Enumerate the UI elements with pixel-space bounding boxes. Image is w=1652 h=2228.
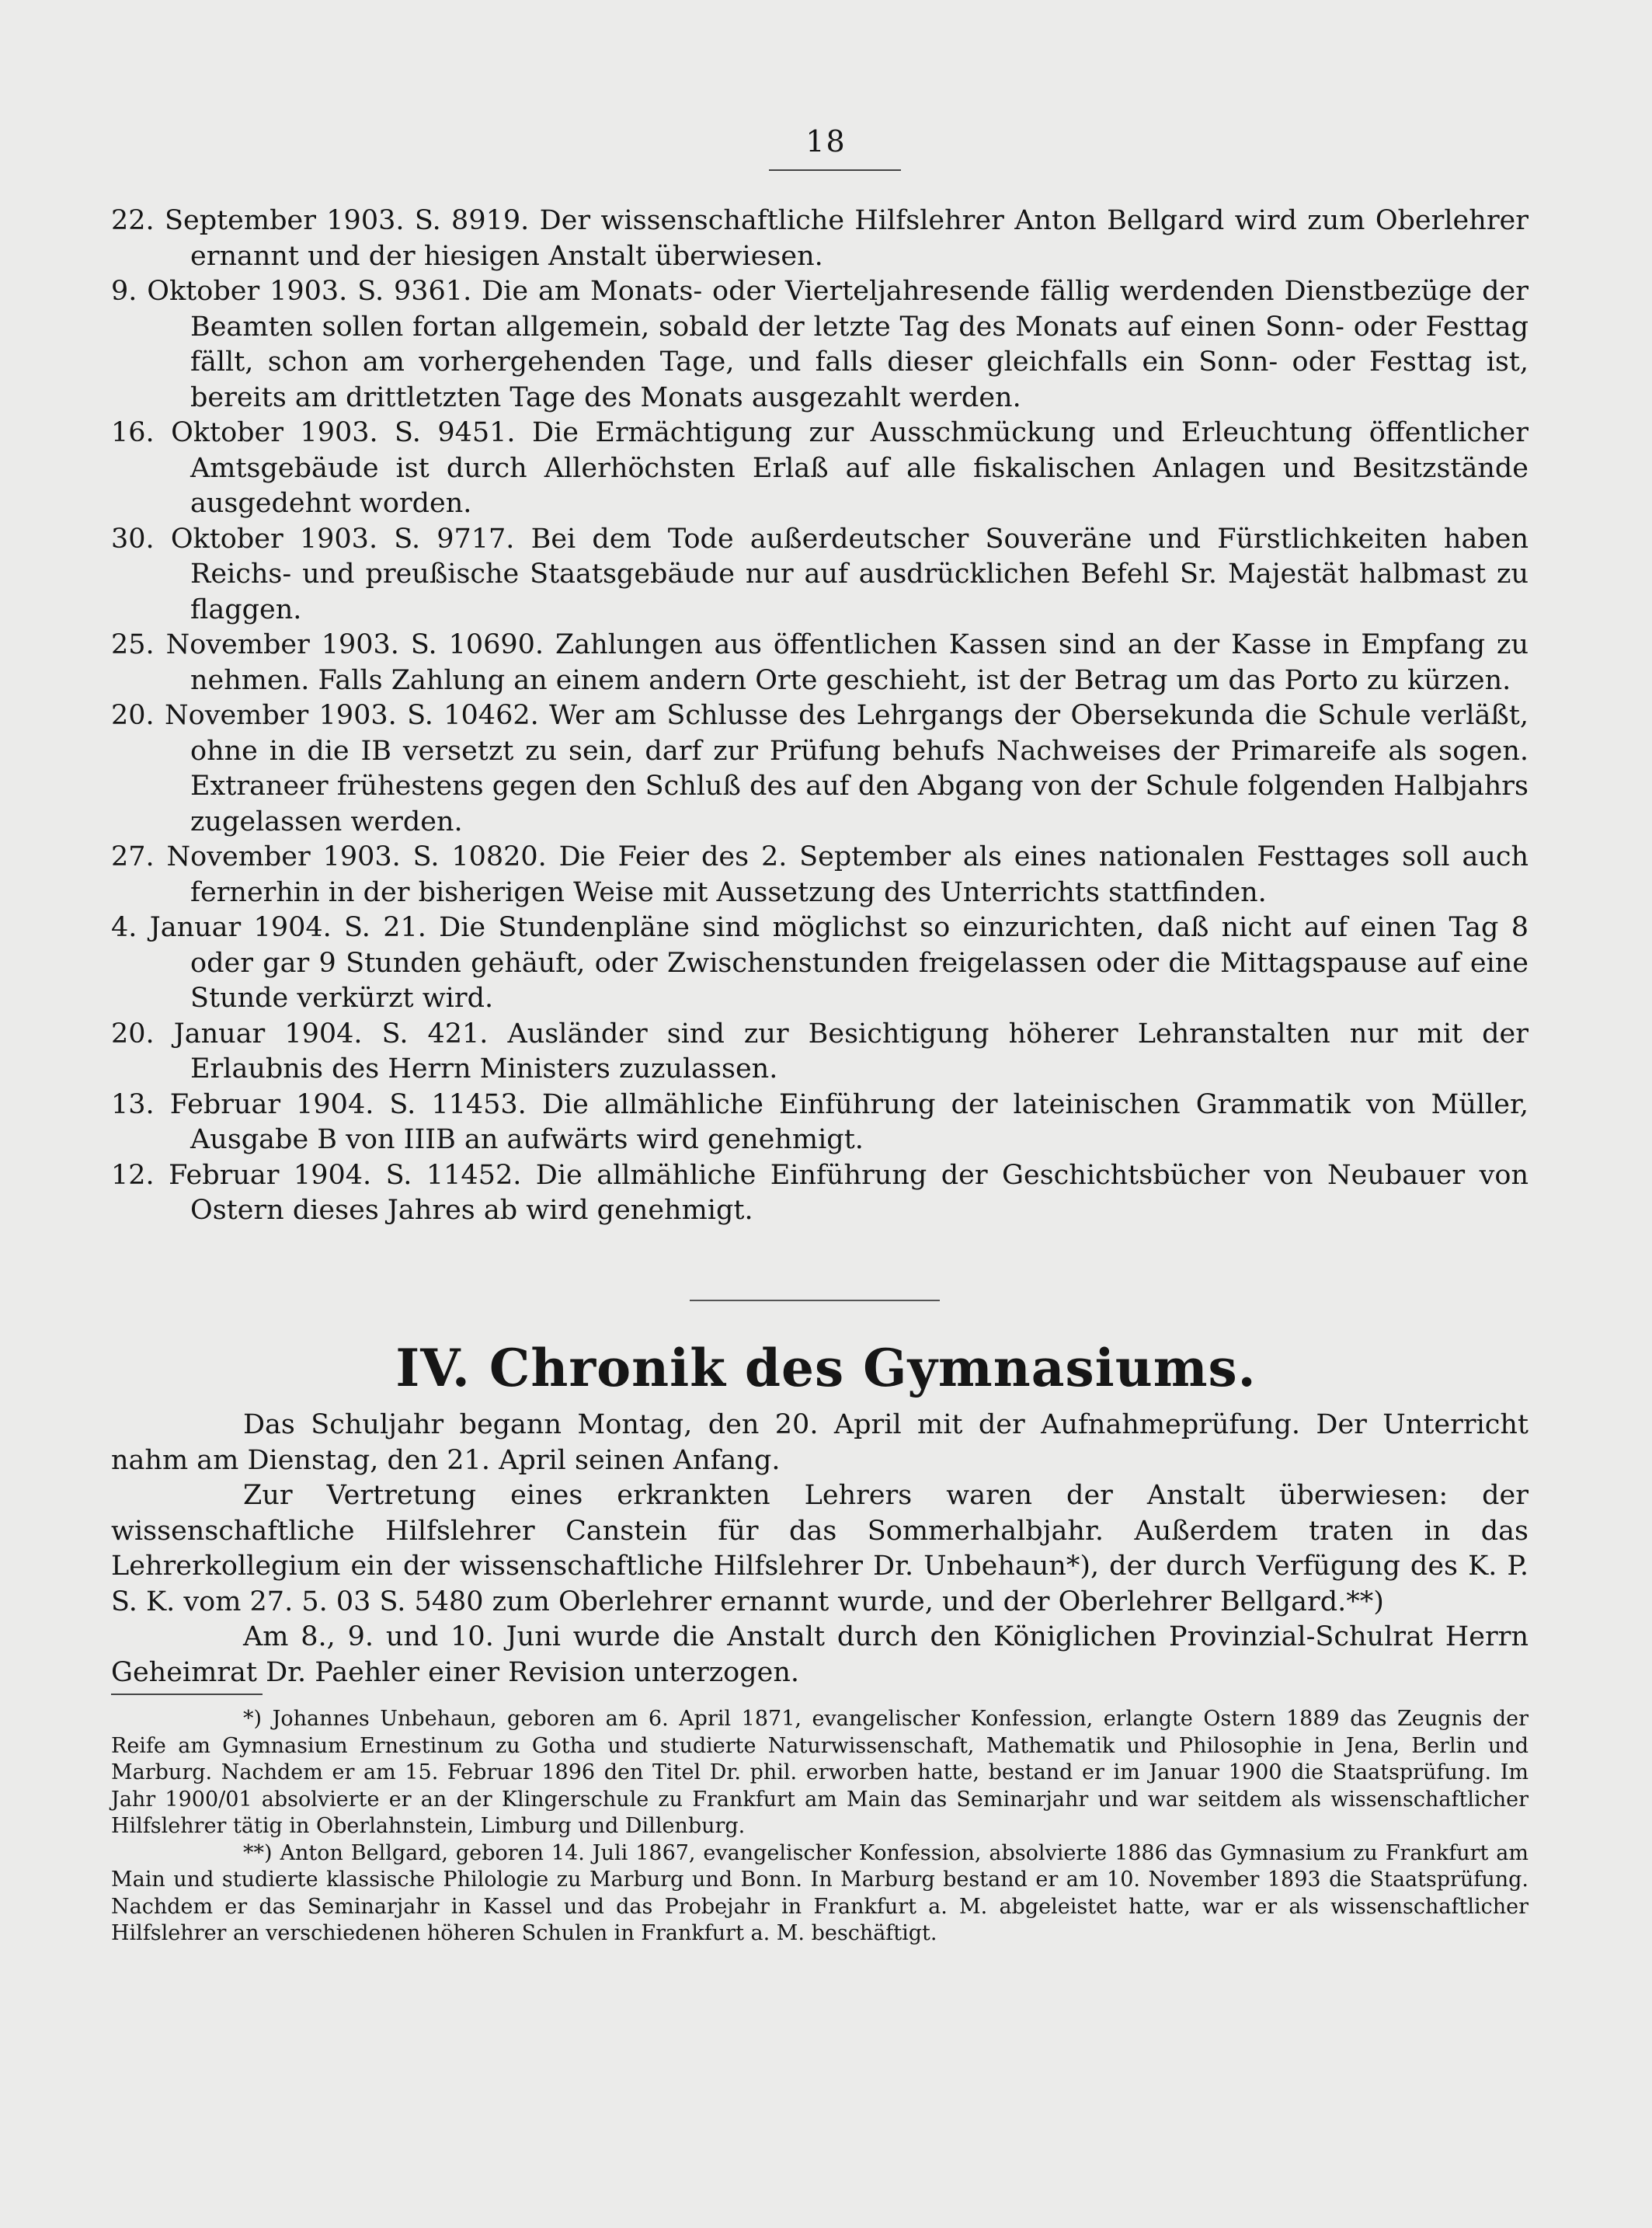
page-number: 18 xyxy=(805,124,847,158)
decree-entry: 13. Februar 1904. S. 11453. Die allmähliche Einführung der lateinischen Grammatik von Müller, Ausgabe B von IIIB an aufwärts wird genehmigt. xyxy=(111,1088,1529,1155)
section-heading: IV. Chronik des Gymnasiums. xyxy=(395,1338,1257,1398)
decree-entry: 12. Februar 1904. S. 11452. Die allmähliche Einführung der Geschichtsbücher von Neubauer von Ostern dieses Jahres ab wird genehmigt. xyxy=(111,1159,1529,1226)
decree-entry: 20. Januar 1904. S. 421. Ausländer sind zur Besichtigung höherer Lehranstalten nur mit der Erlaubnis des Herrn Ministers zuzulassen. xyxy=(111,1018,1529,1084)
footnote-rule xyxy=(111,1694,263,1695)
decree-entry: 30. Oktober 1903. S. 9717. Bei dem Tode außerdeutscher Souveräne und Fürstlichkeiten haben Reichs- und preußische Staatsgebäude nur auf ausdrücklichen Befehl Sr. Majestät halbmast zu flaggen. xyxy=(111,523,1529,625)
decree-entry: 22. September 1903. S. 8919. Der wissenschaftliche Hilfslehrer Anton Bellgard wird zum Oberlehrer ernannt und der hiesigen Anstalt überwiesen. xyxy=(111,205,1529,272)
chronicle-paragraph: Das Schuljahr begann Montag, den 20. April mit der Aufnahmeprüfung. Der Unterricht nahm am Dienstag, den 21. April seinen Anfang. xyxy=(111,1409,1529,1476)
section-divider xyxy=(690,1300,940,1301)
decree-list xyxy=(111,204,1529,1229)
footnote: *) Johannes Unbehaun, geboren am 6. April 1871, evangelischer Konfession, erlangte Ostern 1889 das Zeugnis der Reife am Gymnasium Ernestinum zu Gotha und studierte Naturwissenschaft, Mathematik und Philosophie in Jena, Berlin und Marburg. Nachdem er am 15. Februar 1896 den Titel Dr. phil. erworben hatte, bestand er im Januar 1900 die Staatsprüfung. Im Jahr 1900/01 absolvierte er an der Klingerschule zu Frankfurt am Main das Seminarjahr und war seitdem als wissenschaftlicher Hilfslehrer tätig in Oberlahnstein, Limburg und Dillenburg. xyxy=(111,1707,1529,1838)
chronicle-body xyxy=(111,1408,1529,1690)
footnotes xyxy=(111,1706,1529,1948)
decree-entry: 16. Oktober 1903. S. 9451. Die Ermächtigung zur Ausschmückung und Erleuchtung öffentlicher Amtsgebäude ist durch Allerhöchsten Erlaß auf alle fiskalischen Anlagen und Besitzstände ausgedehnt worden. xyxy=(111,417,1529,519)
page-number-rule xyxy=(769,169,901,171)
decree-entry: 20. November 1903. S. 10462. Wer am Schlusse des Lehrgangs der Obersekunda die Schule verläßt, ohne in die IB versetzt zu sein, darf zur Prüfung behufs Nachweises der Primareife als sogen. Extraneer frühestens gegen den Schluß des auf den Abgang von der Schule folgenden Halbjahrs zugelassen werden. xyxy=(111,700,1529,837)
decree-entry: 9. Oktober 1903. S. 9361. Die am Monats- oder Vierteljahresende fällig werdenden Dienstbezüge der Beamten sollen fortan allgemein, sobald der letzte Tag des Monats auf einen Sonn- oder Festtag fällt, schon am vorhergehenden Tage, und falls dieser gleichfalls ein Sonn- oder Festtag ist, bereits am drittletzten Tage des Monats ausgezahlt werden. xyxy=(111,276,1529,413)
decree-entry: 4. Januar 1904. S. 21. Die Stundenpläne sind möglichst so einzurichten, daß nicht auf einen Tag 8 oder gar 9 Stunden gehäuft, oder Zwischenstunden freigelassen oder die Mittagspause auf eine Stunde verkürzt wird. xyxy=(111,912,1529,1014)
decree-entry: 25. November 1903. S. 10690. Zahlungen aus öffentlichen Kassen sind an der Kasse in Empfang zu nehmen. Falls Zahlung an einem andern Orte geschieht, ist der Betrag um das Porto zu kürzen. xyxy=(111,629,1529,696)
chronicle-paragraph: Zur Vertretung eines erkrankten Lehrers waren der Anstalt überwiesen: der wissenschaftliche Hilfslehrer Canstein für das Sommerhalbjahr. Außerdem traten in das Lehrerkollegium ein der wissenschaftliche Hilfslehrer Dr. Unbehaun*), der durch Verfügung des K. P. S. K. vom 27. 5. 03 S. 5480 zum Oberlehrer ernannt wurde, und der Oberlehrer Bellgard.**) xyxy=(111,1480,1529,1617)
chronicle-paragraph: Am 8., 9. und 10. Juni wurde die Anstalt durch den Königlichen Provinzial-Schulrat Herrn Geheimrat Dr. Paehler einer Revision unterzogen. xyxy=(111,1621,1529,1688)
decree-entry: 27. November 1903. S. 10820. Die Feier des 2. September als eines nationalen Festtages soll auch fernerhin in der bisherigen Weise mit Aussetzung des Unterrichts stattfinden. xyxy=(111,841,1529,908)
footnote: **) Anton Bellgard, geboren 14. Juli 1867, evangelischer Konfession, absolvierte 1886 das Gymnasium zu Frankfurt am Main und studierte klassische Philologie zu Marburg und Bonn. In Marburg bestand er am 10. November 1893 die Staatsprüfung. Nachdem er das Seminarjahr in Kassel und das Probejahr in Frankfurt a. M. abgeleistet hatte, war er als wissenschaftlicher Hilfslehrer an verschiedenen höheren Schulen in Frankfurt a. M. beschäftigt. xyxy=(111,1840,1529,1945)
